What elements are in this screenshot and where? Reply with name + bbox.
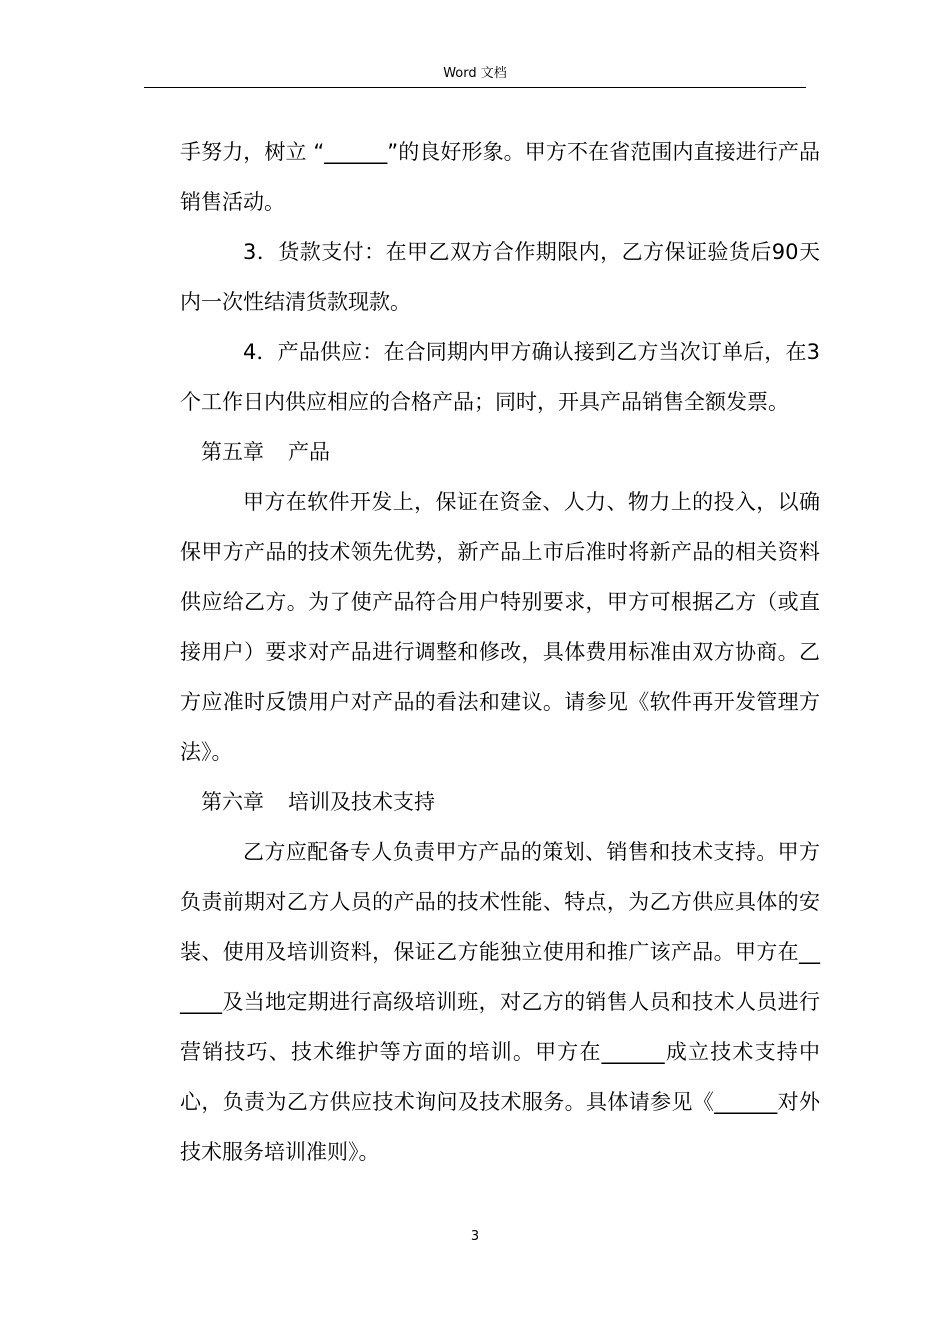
page-header: Word 文档 <box>443 66 507 81</box>
paragraph-product: 甲方在软件开发上，保证在资金、人力、物力上的投入，以确保甲方产品的技术领先优势，新产品上市后准时将新产品的相关资料供应给乙方。为了使产品符合用户特别要求，甲方可根据乙方（或直接用户）要求对产品进行调整和修改，具体费用标准由双方协商。乙方应准时反馈用户对产品的看法和建议。请参见《软件再开发管理方法》。 <box>180 490 820 764</box>
chapter-number: 第五章 <box>201 440 264 464</box>
paragraph-continuation: 手努力，树立 “______”的良好形象。甲方不在省范围内直接进行产品销售活动。 <box>180 140 820 214</box>
document-body <box>180 127 820 1177</box>
paragraph-training: 乙方应配备专人负责甲方产品的策划、销售和技术支持。甲方负责前期对乙方人员的产品的技术性能、特点，为乙方供应具体的安装、使用及培训资料，保证乙方能独立使用和推广该产品。甲方在______及当地定期进行高级培训班，对乙方的销售人员和技术人员进行营销技巧、技术维护等方面的培训。甲方在______成立技术支持中心，负责为乙方供应技术询问及技术服务。具体请参见《______对外技术服务培训准则》。 <box>180 840 820 1164</box>
chapter-heading-5 <box>180 427 820 477</box>
chapter-number: 第六章 <box>201 790 264 814</box>
chapter-heading-6 <box>180 777 820 827</box>
chapter-title: 培训及技术支持 <box>288 790 435 814</box>
paragraph-payment: 3．货款支付：在甲乙双方合作期限内，乙方保证验货后90天内一次性结清货款现款。 <box>180 240 820 314</box>
header-rule <box>144 87 806 88</box>
paragraph-supply: 4．产品供应：在合同期内甲方确认接到乙方当次订单后，在3个工作日内供应相应的合格产品；同时，开具产品销售全额发票。 <box>180 340 820 414</box>
chapter-title: 产品 <box>288 440 330 464</box>
page-number: 3 <box>470 1229 480 1244</box>
